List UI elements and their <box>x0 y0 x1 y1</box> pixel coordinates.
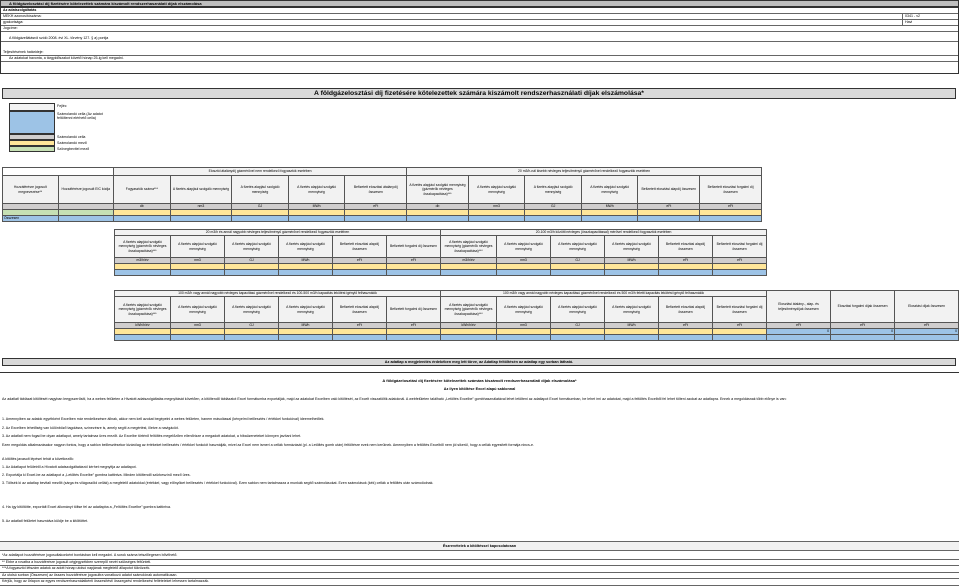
total-cell <box>345 216 407 222</box>
instruction-paragraph: Az adatlatl táblázat kitöltését nagyban leegyszerűsíti, ha a webes felületen a Hivatott adatszolgáltatás megnyitását követően, a kitöltendő táblázatot Excel formátumba exportálják, majd az adatokat Excelben való kitöltését, az Excelt visszatöltik adatoknál. A webfelületen található „Letöltés Excelbe” gombhasználatával lehet letölteni az adatlapot Excel formátumban, be lehet írni az adatokat, majd a feltöltés Excelből fel lehet tölteni azokat az adatlapra. Ennek a megoldásnak több előnye is van: <box>2 397 787 401</box>
column-header: Befizetett forgalmi díj összesen <box>387 236 441 258</box>
instruction-paragraph: 3. Töltsék ki az adatlap bevitali mezőit (sárga és világoszöld cellák) a megfelelő adatokkal (értékkel, vagy előnyöket beillesztés / értékkel funkcióval). Ezen sablon nem tartalmazza a munkák segítő számolásokat. Ezen számolások (kék) cellák a feltöltés után számolódnak. <box>2 481 434 485</box>
legend-label: Számolandó mező <box>57 140 87 145</box>
total-cell <box>551 270 605 276</box>
column-header: A fizetés alapjául szolgáló mennyiség (gázmérők névleges összkapacitása)*** <box>115 297 171 323</box>
column-header: A fizetés alapjául szolgáló mennyiség <box>279 236 333 258</box>
column-header: Befizetett elosztási forgalmi díj összesen <box>700 176 762 204</box>
column-header: A fizetés alapjául szolgáló mennyiség <box>468 176 525 204</box>
info-value: Havi <box>905 20 913 24</box>
instruction-paragraph: 4. Ha így kitöltötte, exportált Excel állományt töltse fel az adatlapba a „Feltöltés Excelbe” gombra kattintva. <box>2 505 171 509</box>
total-cell <box>387 270 441 276</box>
group-header: 100 m3/h vagy annál nagyobb névleges kapacitású gázmérővel rendelkező és 500 m3/h feletti kapacitás lekötést igénylő felhasználók <box>441 291 767 297</box>
note-row: ** Ebbe a rovatba a hozzáférésre jogosult cégjegyzékben szereplő nevét szükséges feltünteti. <box>0 560 959 567</box>
instruction-paragraph: 1. Az Adatlapot felületről a Hivatott adatszolgáltatásról kérhet megnyitja az adatlapot. <box>2 465 137 469</box>
unit-cell: eFt <box>713 258 767 264</box>
unit-cell: kWh/h/év <box>441 323 497 329</box>
instructions-subtitle: Az ilyen kitöltése Excel alapú sablonnal <box>443 387 516 391</box>
group-header: 20 m3/h-nál kisebb névleges teljesítményű gázmérővel rendelkező fogyasztók esetében <box>407 168 762 176</box>
total-cell <box>638 216 700 222</box>
total-cell <box>525 216 582 222</box>
total-cell <box>551 335 605 341</box>
column-header: A fizetés alapjául szolgáló mennyiség <box>581 176 638 204</box>
total-cell <box>170 216 232 222</box>
column-header: Befizetett elosztási alapdíj összesen <box>659 236 713 258</box>
total-cell <box>279 270 333 276</box>
column-header: A fizetés alapjául szolgáló mennyiség <box>525 176 582 204</box>
unit-cell: GJ <box>525 204 582 210</box>
input-cell: 0 <box>831 329 895 335</box>
total-cell <box>333 335 387 341</box>
note-row: Kérjük, hogy az űrlapon az egyes rendszerhasználatkénti összesítést/ összegzési rendelkezési feltételeket lehessen tartalmazzák. <box>0 579 959 586</box>
column-header: Befizetett elosztási alapdíj összesen <box>659 297 713 323</box>
unit-cell: eFt <box>345 204 407 210</box>
column-header: A fizetés alapjául szolgáló mennyiség <box>497 297 551 323</box>
column-header: A fizetés alapjául szolgáló mennyiség <box>171 236 225 258</box>
instructions-block <box>0 372 959 588</box>
empty-cell <box>3 168 114 176</box>
total-cell <box>581 216 638 222</box>
group-header: Elosztói átalánydíj gázmérővel nem rendelkező fogyasztók esetében <box>114 168 407 176</box>
column-header: A fizetés alapjául szolgáló mennyiség <box>551 236 605 258</box>
column-header: Hozzáférésre jogosult EIC kódja <box>58 176 114 204</box>
total-cell <box>659 335 713 341</box>
column-header: Befizetett elosztási forgalmi díj összesen <box>713 297 767 323</box>
unit-cell: eFt <box>387 258 441 264</box>
legend-label: Számolandó cella <box>57 134 86 139</box>
note-row: ***A fogyasztói létszám adatok az adott hónap utolsó napjának megfelelő állapotot tükrözzék. <box>0 566 959 573</box>
table-3 <box>114 290 959 341</box>
column-header: A fizetés alapjául szolgáló mennyiség (gázmérők névleges összkapacitása)*** <box>407 176 469 204</box>
instruction-paragraph: 3. Az adatlatl nem fogad be olyan adatlapot, amely tartalmaz üres mezőt. Az Excelbe történő feltöltés megelőzően ellenőrizze a megadott adatokat, a hibaüzeneteket könnyen javítani lehet. <box>2 434 302 438</box>
total-cell <box>831 335 895 341</box>
column-header: A fizetés alapjául szolgáló mennyiség <box>225 236 279 258</box>
total-cell <box>605 335 659 341</box>
column-header: Hozzáférésre jogosult megnevezése** <box>3 176 59 204</box>
note-row: *Az adatlapot hozzáférésre jogosultakonként bontásban kell megadni. A sorok száma tetszőlegesen bővíthető. <box>0 553 959 560</box>
legend-swatch <box>9 103 55 111</box>
total-cell <box>407 216 469 222</box>
column-header: A fizetés alapjául szolgáló mennyiség <box>170 176 232 204</box>
instruction-paragraph: Ezen megoldás alkalmazásakor nagyon fontos, hogy a sablon beillesztésekor kizárólag az értékeket beillesztés / értékkel funkciót használják, mivel az Excel nem ismeri a cellák formázását (pl. a Letöltés gomb után) feltöltésre ezek nem kerülnek. Amennyiben a feltöltés Excelből nem jól sikerül, hogy a cellák egyesített formája nincs-e. <box>2 443 534 447</box>
column-header: Befizetett forgalmi díj összesen <box>387 297 441 323</box>
info-frame <box>0 7 959 74</box>
total-cell <box>232 216 289 222</box>
column-header: Elosztási forgalmi díjak összesen <box>831 291 895 323</box>
unit-cell: nm3 <box>468 204 525 210</box>
total-cell <box>58 216 114 222</box>
column-header: Befizetett elosztási átalánydíj összesen <box>345 176 407 204</box>
total-cell <box>700 216 762 222</box>
unit-cell: m3/h/év <box>115 258 171 264</box>
total-cell <box>468 216 525 222</box>
unit-cell: MWh <box>288 204 345 210</box>
total-cell <box>497 335 551 341</box>
unit-cell: GJ <box>225 323 279 329</box>
total-cell <box>115 335 171 341</box>
top-title-bar: A földgázelosztási díj fizetésére kötelezettek számára kiszámolt rendszerhasználati díjak elszámolása <box>0 0 959 7</box>
total-cell <box>713 270 767 276</box>
column-header: A fizetés alapjául szolgáló mennyiség (gázmérők névleges összkapacitása)*** <box>441 297 497 323</box>
total-cell <box>225 335 279 341</box>
total-cell <box>605 270 659 276</box>
unit-cell: MWh <box>605 323 659 329</box>
column-header: A fizetés alapjául szolgáló mennyiség (gázmérők névleges összkapacitása)*** <box>115 236 171 258</box>
input-cell: 0 <box>767 329 831 335</box>
total-cell <box>225 270 279 276</box>
total-cell <box>895 335 959 341</box>
unit-cell: m3/h/év <box>441 258 497 264</box>
column-header: Befizetett elosztási alapdíj összesen <box>638 176 700 204</box>
total-cell <box>659 270 713 276</box>
unit-cell: eFt <box>700 204 762 210</box>
unit-cell: db <box>407 204 469 210</box>
total-cell <box>767 335 831 341</box>
unit-cell: MWh <box>581 204 638 210</box>
column-header: Elosztási díjak összesen <box>895 291 959 323</box>
total-cell <box>279 335 333 341</box>
column-header: Fogyasztók száma*** <box>114 176 171 204</box>
column-header: A fizetés alapjául szolgáló mennyiség <box>605 236 659 258</box>
group-header: 20 m3/h és annál nagyobb névleges teljesítményű gázmérővel rendelkező fogyasztók esetében <box>115 230 441 236</box>
total-cell <box>333 270 387 276</box>
total-cell <box>115 270 171 276</box>
group-header: 20-100 m3/h közötti névleges (összkapacitással) mérővel rendelkező fogyasztók esetében <box>441 230 767 236</box>
total-cell <box>713 335 767 341</box>
info-label: Az adatszolgáltatás <box>3 8 37 12</box>
unit-cell: db <box>114 204 171 210</box>
info-label: Teljesítésének határideje: <box>3 50 44 54</box>
unit-cell: eFt <box>767 323 831 329</box>
instruction-paragraph: 5. Az adatlatl felületet használva küldje be a kitöltöttet. <box>2 519 89 523</box>
unit-cell: GJ <box>551 323 605 329</box>
total-cell <box>441 270 497 276</box>
unit-cell: nm3 <box>170 204 232 210</box>
total-cell <box>387 335 441 341</box>
total-cell: Összesen <box>3 216 59 222</box>
unit-cell: eFt <box>895 323 959 329</box>
info-label: Az adatokat havonta, a tárgyidőszakot követő hónap 25-ig kell megadni. <box>9 56 124 60</box>
column-header: A fizetés alapjául szolgáló mennyiség (gázmérők névleges összkapacitása)*** <box>441 236 497 258</box>
instruction-paragraph: 2. Az Excelben lehetőség van különböző tagolásra, színezésre is, amely segíti a megértést, illetve a navigációt. <box>2 426 179 430</box>
unit-cell: nm3 <box>497 323 551 329</box>
column-header: A fizetés alapjául szolgáló mennyiség <box>551 297 605 323</box>
column-header: A fizetés alapjául szolgáló mennyiség <box>497 236 551 258</box>
unit-cell: eFt <box>659 323 713 329</box>
column-header: A fizetés alapjául szolgáló mennyiség <box>288 176 345 204</box>
unit-cell: nm3 <box>171 258 225 264</box>
total-cell <box>171 270 225 276</box>
column-header: Befizetett elosztási alapdíj összesen <box>333 297 387 323</box>
instructions-title: A földgázelosztási díj fizetésére kötelezettek számára kiszámolt rendszerhasználati díjak elszámolása* <box>382 378 577 383</box>
column-header: A fizetés alapjául szolgáló mennyiség <box>225 297 279 323</box>
notice-bar: Az adatlap a megjelenítés érdekében meg lett törve, az Adatlap feltöltésén az adatlap egy sorban látható. <box>2 358 956 366</box>
total-cell <box>114 216 171 222</box>
total-cell <box>497 270 551 276</box>
legend-label: Fejléc <box>57 103 67 108</box>
column-header: A fizetés alapjául szolgáló mennyiség <box>232 176 289 204</box>
column-header: Elosztási átalány-, alap- és teljesítménydíjak összesen <box>767 291 831 323</box>
unit-cell: eFt <box>831 323 895 329</box>
unit-cell: MWh <box>279 258 333 264</box>
column-header: A fizetés alapjául szolgáló mennyiség <box>171 297 225 323</box>
unit-cell: kWh/h/év <box>115 323 171 329</box>
info-value: 0341 - v2 <box>905 14 920 18</box>
legend-label: Számolandó cella (Az adatot feltöltenni elérhető cella) <box>57 111 103 120</box>
legend-swatch <box>9 146 55 152</box>
column-header: Befizetett elosztási alapdíj összesen <box>333 236 387 258</box>
instruction-paragraph: A kitöltés javasolt lépései tehát a következők: <box>2 457 74 461</box>
unit-cell: eFt <box>659 258 713 264</box>
table-2 <box>114 229 767 276</box>
unit-cell: eFt <box>333 323 387 329</box>
unit-cell: MWh <box>605 258 659 264</box>
unit-cell: nm3 <box>497 258 551 264</box>
unit-cell: MWh <box>279 323 333 329</box>
info-label: MEKH azonosítószáma: <box>3 14 42 18</box>
unit-cell: eFt <box>333 258 387 264</box>
column-header: A fizetés alapjául szolgáló mennyiség <box>279 297 333 323</box>
info-label: gyakorisága: <box>3 20 24 24</box>
main-title-bar: A földgázelosztási díj fizetésére kötelezettek számára kiszámolt rendszerhasználati díjak elszámolása* <box>2 88 956 99</box>
info-label: Jogcíme: <box>3 26 18 30</box>
unit-cell: eFt <box>713 323 767 329</box>
unit-cell: GJ <box>232 204 289 210</box>
instruction-paragraph: 1. Amennyiben az adatok egyébként Excelben már rendelkezésre állnak, akkor nem kell azokat begépelni a webes felületen, hanem másolással (kényelmi beillesztés / értékkel funkcióval) ideemelhetőek. <box>2 417 325 421</box>
legend-swatch <box>9 111 55 134</box>
info-label: A földgázellátásról szóló 2008. évi XL. törvény 127. § a) pontja <box>9 36 109 40</box>
note-row: Az utolsó sorban (Összesen) az összes hozzáférésre jogosultra vonatkozó adatot számolónak automatikusan. <box>0 573 959 580</box>
total-cell <box>171 335 225 341</box>
input-cell: 0 <box>895 329 959 335</box>
total-cell <box>288 216 345 222</box>
unit-cell: eFt <box>638 204 700 210</box>
unit-cell: GJ <box>551 258 605 264</box>
instruction-paragraph: 2. Exportálja ki Excel-be az adatlapot a „Letöltés Excelbe” gombra kattintva. Minden kitöltendő szürkeszínű mező üres. <box>2 473 191 477</box>
group-header: 100 m3/h vagy annál nagyobb névleges kapacitású gázmérővel rendelkező és 100-500 m3/h kapacitás lekötést igénylő felhasználók <box>115 291 441 297</box>
unit-cell: eFt <box>387 323 441 329</box>
total-cell <box>441 335 497 341</box>
unit-cell: nm3 <box>171 323 225 329</box>
table-1 <box>2 167 762 222</box>
column-header: Befizetett elosztási forgalmi díj összesen <box>713 236 767 258</box>
unit-cell: GJ <box>225 258 279 264</box>
legend-label: Szövegbevitel mező <box>57 146 90 151</box>
column-header: A fizetés alapjául szolgáló mennyiség <box>605 297 659 323</box>
notes-title-bar: Észrevételek a kitöltéssel kapcsolatosan <box>0 541 959 551</box>
